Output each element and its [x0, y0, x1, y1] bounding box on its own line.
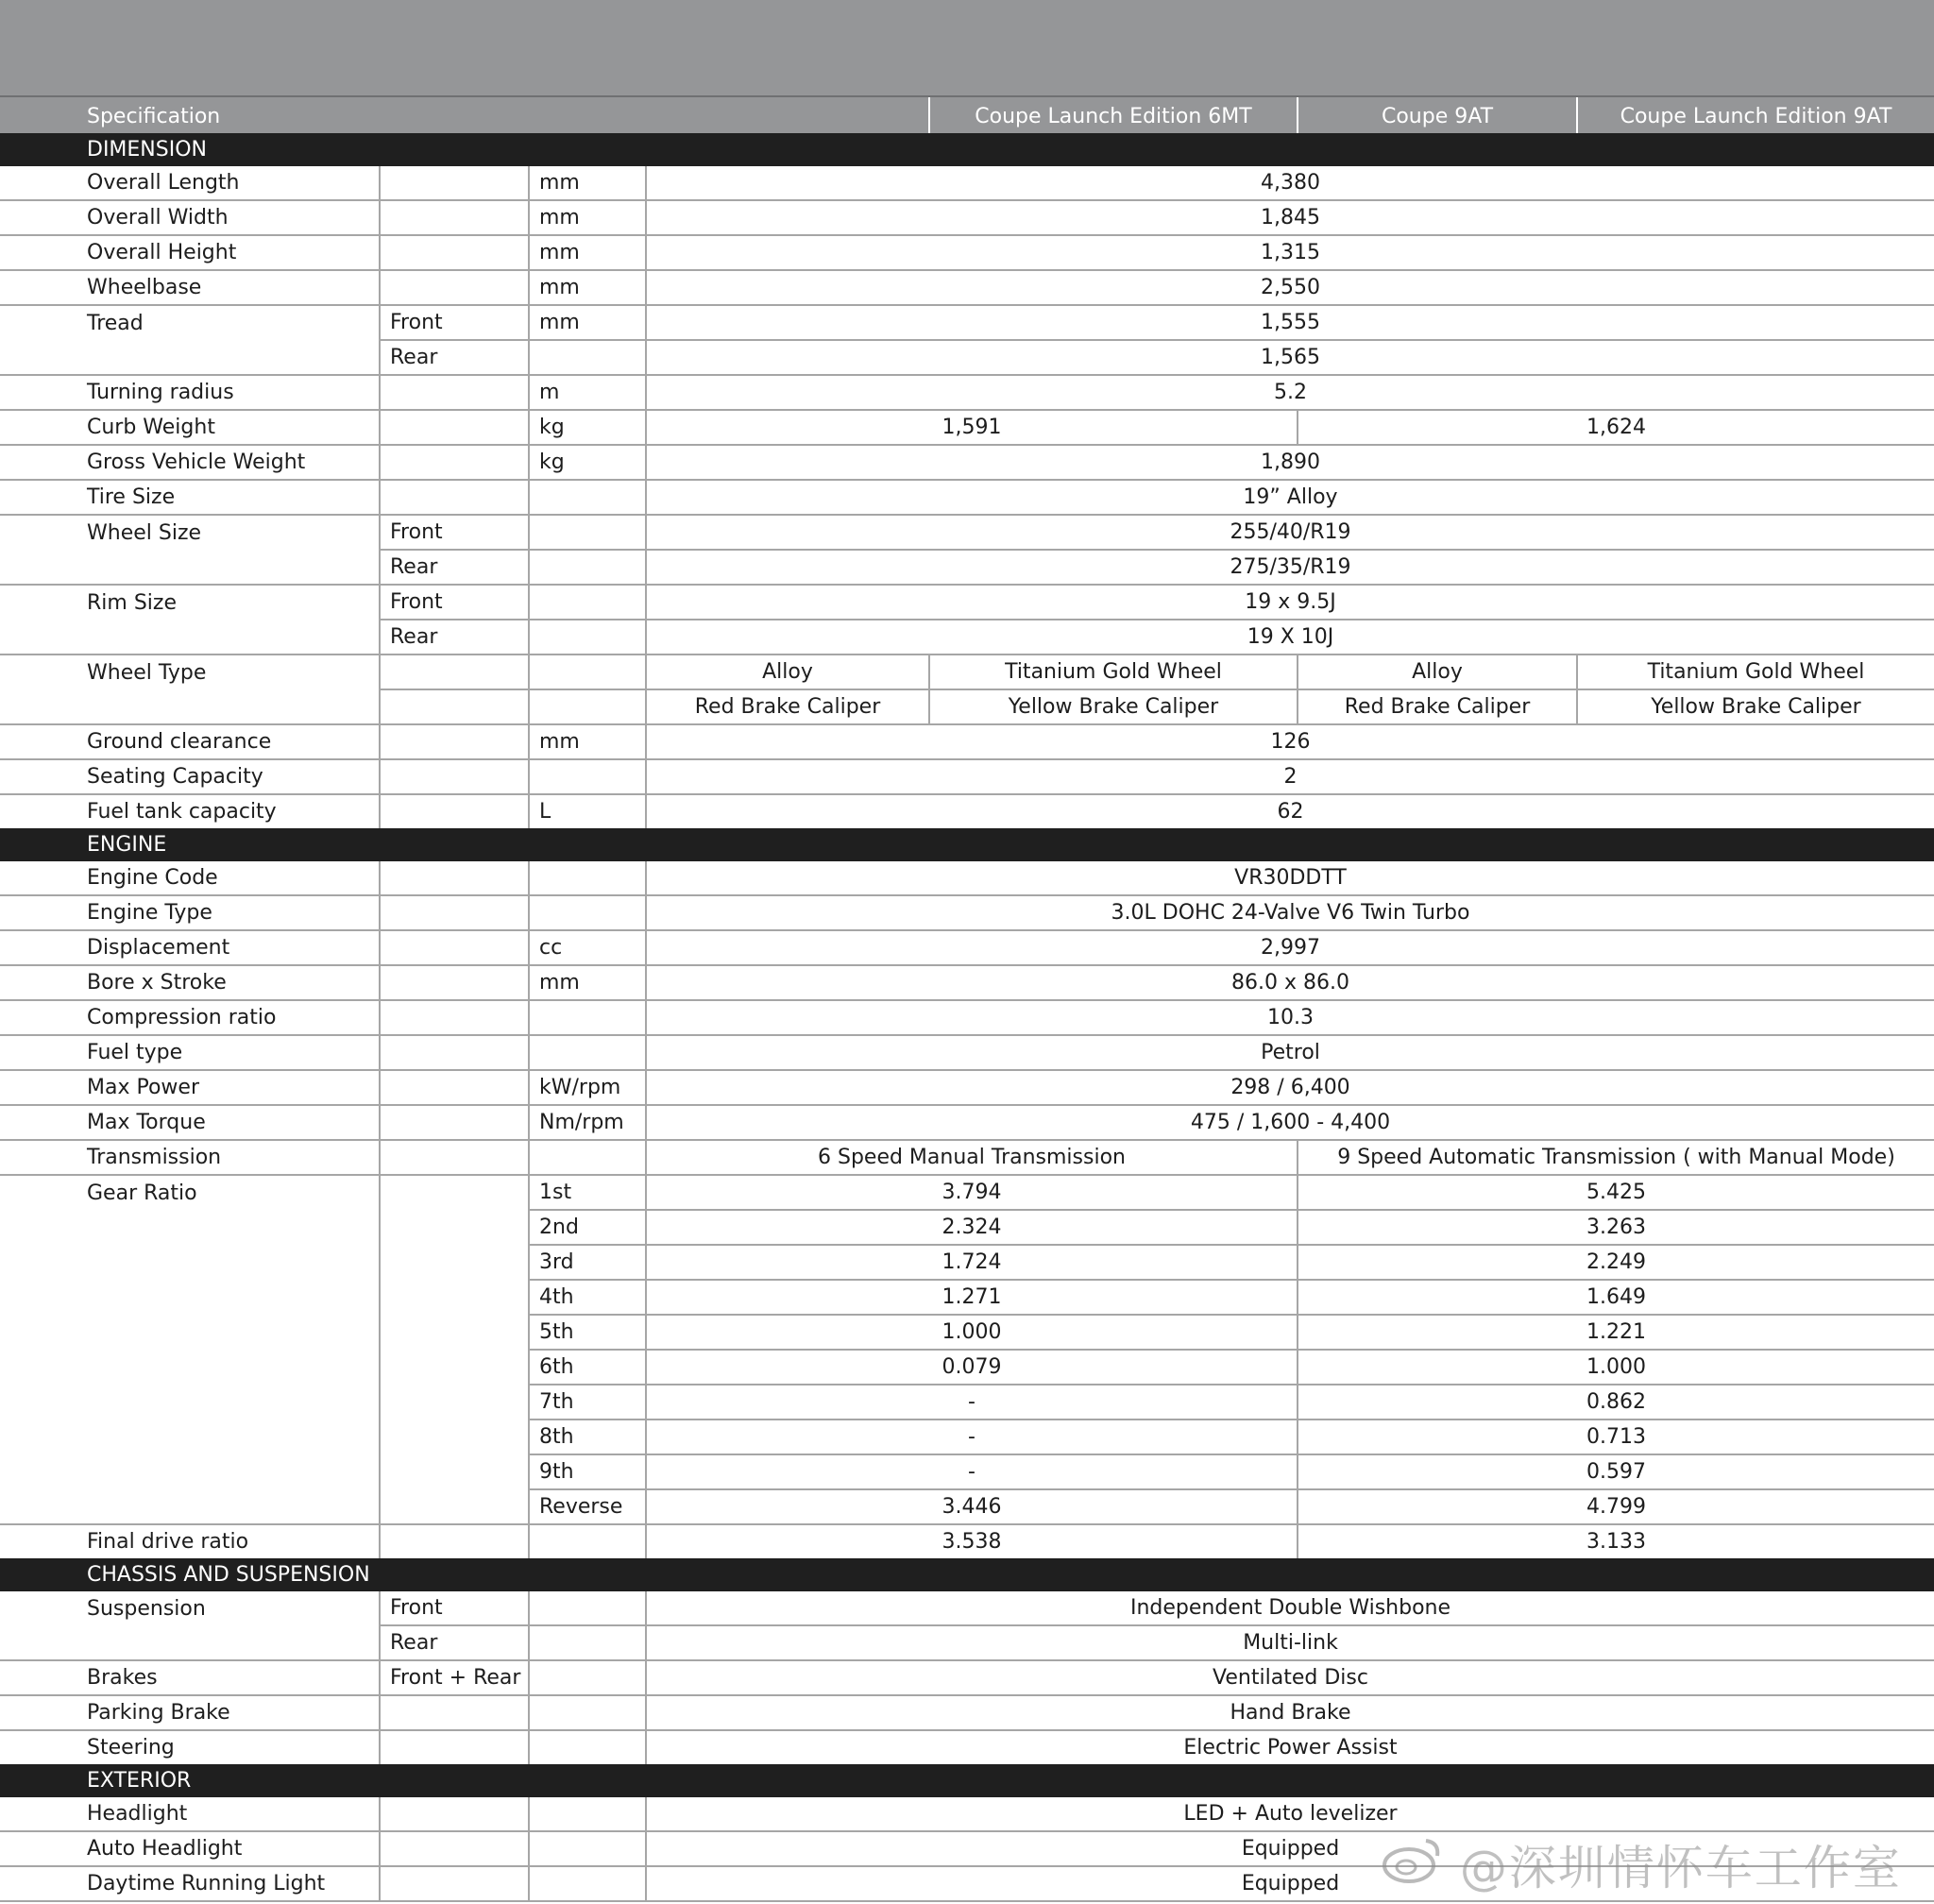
table-row [0, 340, 1934, 375]
unit-cell: mm [529, 965, 646, 1000]
unit-cell [529, 585, 646, 620]
sub-cell: Front [380, 305, 529, 340]
model-header-launch-6mt: Coupe Launch Edition 6MT [929, 97, 1298, 133]
table-row [0, 724, 1934, 759]
table-row [0, 305, 1934, 340]
row-label [0, 340, 380, 375]
sub-cell [380, 200, 529, 235]
row-label: Compression ratio [0, 1000, 380, 1035]
gear-cell: 9th [529, 1454, 646, 1489]
gear-cell: 4th [529, 1280, 646, 1315]
sub-cell [380, 689, 529, 724]
row-label: Engine Code [0, 861, 380, 895]
table-row [0, 1660, 1934, 1695]
table-row [0, 1385, 1934, 1420]
sub-cell [380, 1695, 529, 1730]
row-label [0, 1245, 380, 1280]
brake-caliper-cell: Yellow Brake Caliper [929, 689, 1298, 724]
sub-cell [380, 930, 529, 965]
gear-cell: 2nd [529, 1210, 646, 1245]
sub-cell [380, 1489, 529, 1524]
value-cell: 1,565 [646, 340, 1934, 375]
unit-cell [529, 1797, 646, 1831]
value-cell-mt: - [646, 1385, 1298, 1420]
unit-cell: cc [529, 930, 646, 965]
row-label [0, 689, 380, 724]
sub-cell [380, 1245, 529, 1280]
gear-cell: 6th [529, 1350, 646, 1385]
unit-cell: mm [529, 305, 646, 340]
table-row [0, 1140, 1934, 1175]
row-label [0, 1489, 380, 1524]
gear-cell: 1st [529, 1175, 646, 1210]
value-cell: Petrol [646, 1035, 1934, 1070]
unit-cell [529, 861, 646, 895]
value-cell: 475 / 1,600 - 4,400 [646, 1105, 1934, 1140]
sub-cell [380, 1035, 529, 1070]
sub-cell [380, 861, 529, 895]
value-cell: Electric Power Assist [646, 1730, 1934, 1764]
table-row [0, 1489, 1934, 1524]
table-row [0, 1591, 1934, 1625]
row-label: Brakes [0, 1660, 380, 1695]
sub-cell [380, 480, 529, 515]
wheel-type-cell: Titanium Gold Wheel [1577, 654, 1934, 689]
sub-cell: Front [380, 585, 529, 620]
spec-table [0, 97, 1934, 1902]
unit-cell [529, 1660, 646, 1695]
value-cell-mt: 1.724 [646, 1245, 1298, 1280]
sub-cell [380, 1070, 529, 1105]
gear-cell: 8th [529, 1420, 646, 1454]
table-row [0, 1315, 1934, 1350]
value-cell: 62 [646, 794, 1934, 828]
section-title: CHASSIS AND SUSPENSION [0, 1558, 1934, 1591]
value-cell: 255/40/R19 [646, 515, 1934, 550]
row-label: Overall Width [0, 200, 380, 235]
unit-cell [529, 1730, 646, 1764]
sub-cell [380, 1350, 529, 1385]
row-label: Wheel Size [87, 520, 202, 545]
unit-cell: mm [529, 235, 646, 270]
row-label: Overall Length [0, 166, 380, 200]
sub-cell [380, 1140, 529, 1175]
unit-cell: mm [529, 200, 646, 235]
table-row [0, 1454, 1934, 1489]
unit-cell [529, 1625, 646, 1660]
table-row [0, 1175, 1934, 1210]
table-row [0, 930, 1934, 965]
value-cell: 1,315 [646, 235, 1934, 270]
row-label [0, 1420, 380, 1454]
sub-cell [380, 1797, 529, 1831]
row-label: Daytime Running Light [0, 1866, 380, 1901]
value-cell-mt: 3.538 [646, 1524, 1298, 1558]
table-row [0, 1035, 1934, 1070]
row-label: Wheel Type [87, 660, 207, 685]
row-label [0, 620, 380, 654]
sub-cell: Front + Rear [380, 1660, 529, 1695]
value-cell: 2,550 [646, 270, 1934, 305]
unit-cell [529, 340, 646, 375]
table-row [0, 480, 1934, 515]
table-row [0, 861, 1934, 895]
sub-cell [380, 166, 529, 200]
value-cell-mt: 3.794 [646, 1175, 1298, 1210]
unit-cell: mm [529, 270, 646, 305]
value-cell: 10.3 [646, 1000, 1934, 1035]
table-row [0, 1730, 1934, 1764]
spec-header: Specification [0, 97, 929, 133]
value-cell: VR30DDTT [646, 861, 1934, 895]
unit-cell [529, 1140, 646, 1175]
table-row [0, 200, 1934, 235]
value-cell: 2 [646, 759, 1934, 794]
row-label: Transmission [0, 1140, 380, 1175]
section-engine [0, 828, 1934, 861]
value-cell: 126 [646, 724, 1934, 759]
sub-cell [380, 724, 529, 759]
top-header-band [0, 0, 1934, 96]
row-label: Seating Capacity [0, 759, 380, 794]
value-cell-at: 9 Speed Automatic Transmission ( with Manual Mode) [1298, 1140, 1934, 1175]
table-row [0, 410, 1934, 445]
row-label [0, 1210, 380, 1245]
value-cell-mt: 2.324 [646, 1210, 1298, 1245]
value-cell-at: 1.221 [1298, 1315, 1934, 1350]
brake-caliper-cell: Yellow Brake Caliper [1577, 689, 1934, 724]
row-label: Suspension [87, 1596, 206, 1621]
sub-cell: Rear [380, 340, 529, 375]
sub-cell: Rear [380, 550, 529, 585]
value-cell: 19 x 9.5J [646, 585, 1934, 620]
unit-cell: mm [529, 166, 646, 200]
row-label: Fuel tank capacity [87, 800, 277, 824]
table-row [0, 1210, 1934, 1245]
value-cell-at: 3.263 [1298, 1210, 1934, 1245]
value-cell: 86.0 x 86.0 [646, 965, 1934, 1000]
value-cell-at: 1.000 [1298, 1350, 1934, 1385]
sub-cell [380, 1175, 529, 1210]
row-label [0, 1315, 380, 1350]
value-cell-at: 0.597 [1298, 1454, 1934, 1489]
row-label [0, 1454, 380, 1489]
unit-cell [529, 1591, 646, 1625]
sub-cell [380, 895, 529, 930]
value-cell: 4,380 [646, 166, 1934, 200]
wheel-type-cell: Alloy [1298, 654, 1577, 689]
row-label [0, 550, 380, 585]
sub-cell [380, 1000, 529, 1035]
brake-caliper-cell: Red Brake Caliper [1298, 689, 1577, 724]
table-row [0, 654, 1934, 689]
sub-cell [380, 1454, 529, 1489]
model-header-launch-9at: Coupe Launch Edition 9AT [1577, 97, 1934, 133]
value-cell: Equipped [646, 1866, 1934, 1901]
unit-cell [529, 1524, 646, 1558]
sub-cell [380, 1315, 529, 1350]
table-row [0, 1280, 1934, 1315]
table-row [0, 1105, 1934, 1140]
sub-cell [380, 375, 529, 410]
sub-cell [380, 410, 529, 445]
row-label: Displacement [0, 930, 380, 965]
table-row [0, 445, 1934, 480]
table-row [0, 515, 1934, 550]
table-row [0, 759, 1934, 794]
value-cell: 19” Alloy [646, 480, 1934, 515]
unit-cell [529, 654, 646, 689]
value-cell: 3.0L DOHC 24-Valve V6 Twin Turbo [646, 895, 1934, 930]
table-row [0, 895, 1934, 930]
table-row [0, 689, 1934, 724]
model-header-9at: Coupe 9AT [1298, 97, 1577, 133]
sub-cell [380, 794, 529, 828]
table-row [0, 1000, 1934, 1035]
row-label [0, 1280, 380, 1315]
sub-cell [380, 1280, 529, 1315]
value-cell: 1,845 [646, 200, 1934, 235]
value-cell-mt: - [646, 1454, 1298, 1489]
unit-cell [529, 895, 646, 930]
unit-cell [529, 1035, 646, 1070]
value-cell: Equipped [646, 1831, 1934, 1866]
brake-caliper-cell: Red Brake Caliper [646, 689, 929, 724]
section-dimension [0, 133, 1934, 166]
value-cell: 298 / 6,400 [646, 1070, 1934, 1105]
gear-cell: Reverse [529, 1489, 646, 1524]
value-cell-mt: 6 Speed Manual Transmission [646, 1140, 1298, 1175]
unit-cell: L [529, 794, 646, 828]
value-cell: Ventilated Disc [646, 1660, 1934, 1695]
unit-cell [529, 620, 646, 654]
sub-cell: Rear [380, 1625, 529, 1660]
value-cell-mt: 1.271 [646, 1280, 1298, 1315]
weibo-logo-icon [1381, 1835, 1443, 1896]
unit-cell [529, 1000, 646, 1035]
row-label [0, 1350, 380, 1385]
table-row [0, 965, 1934, 1000]
sub-cell: Front [380, 1591, 529, 1625]
wheel-type-cell: Titanium Gold Wheel [929, 654, 1298, 689]
sub-cell [380, 1524, 529, 1558]
gear-cell: 7th [529, 1385, 646, 1420]
value-cell-mt: - [646, 1420, 1298, 1454]
value-cell-at: 1.649 [1298, 1280, 1934, 1315]
value-cell-at: 1,624 [1298, 410, 1934, 445]
table-row [0, 270, 1934, 305]
unit-cell [529, 689, 646, 724]
table-row [0, 1070, 1934, 1105]
value-cell: Hand Brake [646, 1695, 1934, 1730]
value-cell-mt: 1,591 [646, 410, 1298, 445]
row-label [0, 1385, 380, 1420]
row-label: Rim Size [87, 590, 177, 615]
section-exterior [0, 1764, 1934, 1797]
row-label: Tire Size [0, 480, 380, 515]
row-label: Gross Vehicle Weight [0, 445, 380, 480]
unit-cell: kg [529, 410, 646, 445]
table-row [0, 1350, 1934, 1385]
table-row [0, 794, 1934, 828]
section-chassis [0, 1558, 1934, 1591]
row-label: Engine Type [0, 895, 380, 930]
value-cell-at: 3.133 [1298, 1524, 1934, 1558]
sub-cell [380, 235, 529, 270]
table-row [0, 1797, 1934, 1831]
value-cell: LED + Auto levelizer [646, 1797, 1934, 1831]
value-cell: 2,997 [646, 930, 1934, 965]
table-row [0, 1245, 1934, 1280]
unit-cell: Nm/rpm [529, 1105, 646, 1140]
row-label: Wheelbase [0, 270, 380, 305]
table-row [0, 235, 1934, 270]
unit-cell [529, 759, 646, 794]
table-row [0, 1695, 1934, 1730]
value-cell-mt: 0.079 [646, 1350, 1298, 1385]
section-title: EXTERIOR [0, 1764, 1934, 1797]
unit-cell [529, 480, 646, 515]
row-label: Fuel type [0, 1035, 380, 1070]
sub-cell [380, 1385, 529, 1420]
row-label: Parking Brake [0, 1695, 380, 1730]
row-label: Bore x Stroke [0, 965, 380, 1000]
row-label: Max Torque [0, 1105, 380, 1140]
row-label: Ground clearance [0, 724, 380, 759]
value-cell: 1,890 [646, 445, 1934, 480]
value-cell: 19 X 10J [646, 620, 1934, 654]
value-cell-mt: 3.446 [646, 1489, 1298, 1524]
sub-cell [380, 965, 529, 1000]
header-row [0, 97, 1934, 133]
row-label: Gear Ratio [87, 1181, 197, 1205]
value-cell: Multi-link [646, 1625, 1934, 1660]
table-row [0, 620, 1934, 654]
sub-cell [380, 1210, 529, 1245]
value-cell-at: 0.862 [1298, 1385, 1934, 1420]
sub-cell [380, 270, 529, 305]
sub-cell: Rear [380, 620, 529, 654]
wheel-type-cell: Alloy [646, 654, 929, 689]
section-title: DIMENSION [0, 133, 1934, 166]
table-row [0, 585, 1934, 620]
section-title: ENGINE [0, 828, 1934, 861]
unit-cell [529, 1866, 646, 1901]
sub-cell [380, 759, 529, 794]
sub-cell [380, 445, 529, 480]
value-cell-at: 5.425 [1298, 1175, 1934, 1210]
row-label: Final drive ratio [87, 1530, 249, 1554]
row-label: Curb Weight [0, 410, 380, 445]
sub-cell [380, 1105, 529, 1140]
value-cell-mt: 1.000 [646, 1315, 1298, 1350]
unit-cell: m [529, 375, 646, 410]
watermark [1381, 1830, 1902, 1898]
table-row [0, 375, 1934, 410]
table-row [0, 1524, 1934, 1558]
row-label: Steering [87, 1736, 175, 1760]
row-label: Tread [87, 311, 144, 335]
unit-cell: kW/rpm [529, 1070, 646, 1105]
watermark-text: @深圳情怀车工作室 [1459, 1841, 1902, 1896]
table-row [0, 1420, 1934, 1454]
sub-cell: Front [380, 515, 529, 550]
unit-cell [529, 515, 646, 550]
sub-cell [380, 1866, 529, 1901]
table-row [0, 1625, 1934, 1660]
row-label: Headlight [0, 1797, 380, 1831]
table-row [0, 166, 1934, 200]
unit-cell [529, 1695, 646, 1730]
value-cell: 275/35/R19 [646, 550, 1934, 585]
row-label: Auto Headlight [0, 1831, 380, 1866]
sub-cell [380, 1831, 529, 1866]
value-cell: 5.2 [646, 375, 1934, 410]
unit-cell [529, 1831, 646, 1866]
value-cell-at: 2.249 [1298, 1245, 1934, 1280]
value-cell-at: 0.713 [1298, 1420, 1934, 1454]
value-cell: 1,555 [646, 305, 1934, 340]
sub-cell [380, 1420, 529, 1454]
unit-cell [529, 550, 646, 585]
unit-cell: kg [529, 445, 646, 480]
sub-cell [380, 654, 529, 689]
gear-cell: 5th [529, 1315, 646, 1350]
sub-cell [380, 1730, 529, 1764]
row-label: Max Power [0, 1070, 380, 1105]
table-row [0, 550, 1934, 585]
value-cell-at: 4.799 [1298, 1489, 1934, 1524]
unit-cell: mm [529, 724, 646, 759]
row-label: Overall Height [0, 235, 380, 270]
row-label [0, 1625, 380, 1660]
gear-cell: 3rd [529, 1245, 646, 1280]
value-cell: Independent Double Wishbone [646, 1591, 1934, 1625]
row-label: Turning radius [0, 375, 380, 410]
